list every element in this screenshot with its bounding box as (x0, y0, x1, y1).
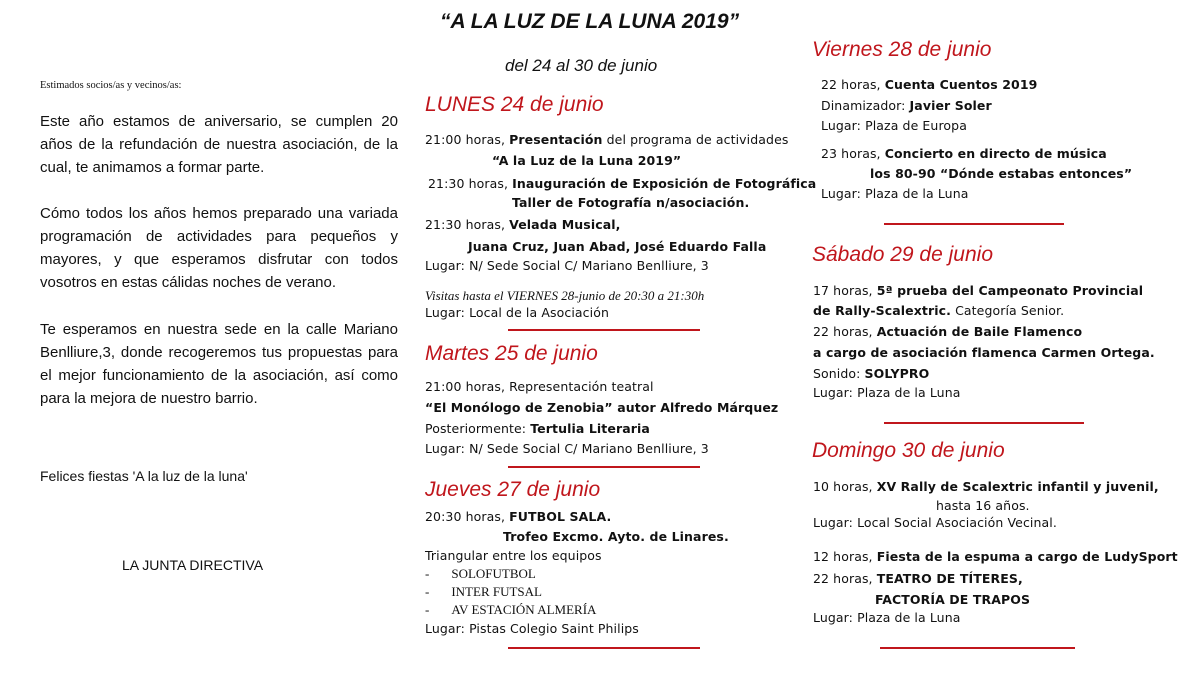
domingo-event-espuma: 12 horas, Fiesta de la espuma a cargo de LudySport (813, 549, 1178, 564)
divider (884, 223, 1064, 225)
letter-closing: Felices fiestas 'A la luz de la luna' (40, 468, 248, 484)
letter-paragraph-3: Te esperamos en nuestra sede en la calle Mariano Benlliure,3, donde recogeremos tus propuestas para el mejor funcionamiento de la asociación, así como para la mejora de nuestro barrio. (40, 321, 398, 407)
divider (884, 422, 1084, 424)
viernes-event-concierto: 23 horas, Concierto en directo de música (821, 146, 1107, 161)
divider (508, 466, 700, 468)
divider (880, 647, 1075, 649)
jueves-event-futbol: 20:30 horas, FUTBOL SALA. (425, 509, 612, 524)
day-heading-lunes: LUNES 24 de junio (425, 93, 604, 116)
list-item: - AV ESTACIÓN ALMERÍA (425, 602, 597, 617)
letter-greeting: Estimados socios/as y vecinos/as: (40, 80, 182, 91)
domingo-rally-age: hasta 16 años. (936, 498, 1030, 513)
date-range: del 24 al 30 de junio (505, 56, 658, 75)
lunes-program-name: “A la Luz de la Luna 2019” (492, 153, 682, 168)
letter-paragraph-2: Cómo todos los años hemos preparado una variada programación de actividades para pequeños y mayores, y que esperamos disfrutar con todos vosotros en estas cálidas noches de verano. (40, 205, 398, 291)
lunes-place: Lugar: N/ Sede Social C/ Mariano Benlliure, 3 (425, 258, 709, 273)
lunes-visits: Visitas hasta el VIERNES 28-junio de 20:30 a 21:30h (425, 288, 705, 303)
jueves-futbol-trophy: Trofeo Excmo. Ayto. de Linares. (503, 529, 729, 544)
day-heading-martes: Martes 25 de junio (425, 342, 598, 365)
jueves-intro: Triangular entre los equipos (425, 548, 602, 563)
martes-teatro-work: “El Monólogo de Zenobia” autor Alfredo Márquez (425, 400, 779, 415)
divider (508, 647, 700, 649)
viernes-concierto-sub: los 80-90 “Dónde estabas entonces” (870, 166, 1133, 181)
list-item: - INTER FUTSAL (425, 584, 542, 599)
viernes-host: Dinamizador: Javier Soler (821, 98, 992, 113)
viernes-event-cuentos: 22 horas, Cuenta Cuentos 2019 (821, 77, 1038, 92)
sabado-rally-sub: de Rally-Scalextric. Categoría Senior. (813, 303, 1065, 318)
divider (508, 329, 700, 331)
sabado-event-flamenco: 22 horas, Actuación de Baile Flamenco (813, 324, 1083, 339)
domingo-event-titeres: 22 horas, TEATRO DE TÍTERES, (813, 571, 1023, 586)
lunes-event-exposicion: 21:30 horas, Inauguración de Exposición de Fotográfica (428, 176, 817, 191)
letter-paragraph-1: Este año estamos de aniversario, se cumplen 20 años de la refundación de nuestra asociación, de la cual, te animamos a formar parte. (40, 113, 398, 176)
lunes-exposicion-taller: Taller de Fotografía n/asociación. (512, 195, 750, 210)
domingo-titeres-sub: FACTORÍA DE TRAPOS (875, 592, 1031, 607)
page-title: “A LA LUZ DE LA LUNA 2019” (440, 10, 740, 33)
day-heading-sabado: Sábado 29 de junio (812, 243, 993, 266)
lunes-event-presentacion: 21:00 horas, Presentación del programa de actividades (425, 132, 789, 147)
day-heading-jueves: Jueves 27 de junio (425, 478, 601, 501)
sabado-place: Lugar: Plaza de la Luna (813, 385, 961, 400)
domingo-place-1: Lugar: Local Social Asociación Vecinal. (813, 515, 1057, 530)
sabado-flamenco-sub: a cargo de asociación flamenca Carmen Ortega. (813, 345, 1155, 360)
sabado-sound: Sonido: SOLYPRO (813, 366, 930, 381)
martes-event-tertulia: Posteriormente: Tertulia Literaria (425, 421, 650, 436)
martes-event-teatro: 21:00 horas, Representación teatral (425, 379, 654, 394)
domingo-place-2: Lugar: Plaza de la Luna (813, 610, 961, 625)
lunes-visits-place: Lugar: Local de la Asociación (425, 305, 609, 320)
viernes-place-2: Lugar: Plaza de la Luna (821, 186, 969, 201)
jueves-place: Lugar: Pistas Colegio Saint Philips (425, 621, 639, 636)
day-heading-viernes: Viernes 28 de junio (812, 38, 992, 61)
lunes-velada-artists: Juana Cruz, Juan Abad, José Eduardo Falla (468, 239, 767, 254)
list-item: - SOLOFUTBOL (425, 566, 536, 581)
domingo-event-rally: 10 horas, XV Rally de Scalextric infantil y juvenil, (813, 479, 1159, 494)
viernes-place-1: Lugar: Plaza de Europa (821, 118, 967, 133)
sabado-event-rally: 17 horas, 5ª prueba del Campeonato Provincial (813, 283, 1144, 298)
lunes-event-velada: 21:30 horas, Velada Musical, (425, 217, 621, 232)
martes-place: Lugar: N/ Sede Social C/ Mariano Benlliure, 3 (425, 441, 709, 456)
letter-signature: LA JUNTA DIRECTIVA (122, 557, 264, 573)
day-heading-domingo: Domingo 30 de junio (812, 439, 1005, 462)
